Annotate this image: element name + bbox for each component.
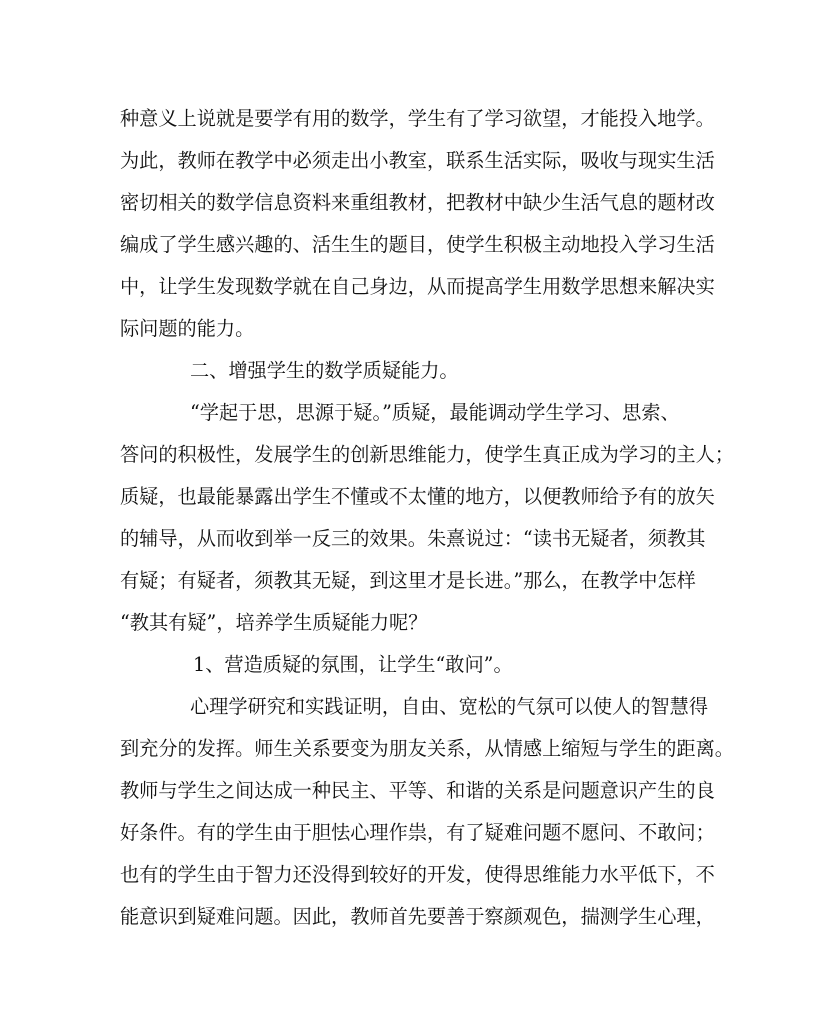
text-line: 也有的学生由于智力还没得到较好的开发，使得思维能力水平低下，不: [120, 863, 715, 886]
text-line: 种意义上说就是要学有用的数学，学生有了学习欲望，才能投入地学。: [120, 107, 715, 130]
text-line: 的辅导，从而收到举一反三的效果。朱熹说过：“读书无疑者，须教其: [120, 527, 706, 550]
text-line: 中，让学生发现数学就在自己身边，从而提高学生用数学思想来解决实: [120, 275, 715, 298]
text-line: 心理学研究和实践证明，自由、宽松的气氛可以使人的智慧得: [190, 695, 709, 718]
section-heading: 二、增强学生的数学质疑能力。: [190, 359, 459, 382]
text-line: “学起于思，思源于疑。”质疑，最能调动学生学习、思索、: [190, 401, 680, 424]
text-line: 际问题的能力。: [120, 317, 255, 340]
text-line: 答问的积极性，发展学生的创新思维能力，使学生真正成为学习的主人；: [120, 443, 734, 466]
subsection-heading: 1、营造质疑的氛围，让学生“敢问”。: [193, 653, 513, 676]
text-line: 好条件。有的学生由于胆怯心理作祟，有了疑难问题不愿问、不敢问；: [120, 821, 715, 844]
text-line: 编成了学生感兴趣的、活生生的题目，使学生积极主动地投入学习生活: [120, 233, 715, 256]
text-line: 密切相关的数学信息资料来重组教材，把教材中缺少生活气息的题材改: [120, 191, 715, 214]
text-line: 有疑；有疑者，须教其无疑，到这里才是长进。”那么，在教学中怎样: [120, 569, 696, 592]
text-line: 能意识到疑难问题。因此，教师首先要善于察颜观色，揣测学生心理，: [120, 905, 715, 928]
text-line: 质疑，也最能暴露出学生不懂或不太懂的地方，以便教师给予有的放矢: [120, 485, 715, 508]
text-line: “教其有疑”，培养学生质疑能力呢？: [120, 611, 428, 634]
text-line: 为此，教师在教学中必须走出小教室，联系生活实际，吸收与现实生活: [120, 149, 715, 172]
text-line: 教师与学生之间达成一种民主、平等、和谐的关系是问题意识产生的良: [120, 779, 715, 802]
text-line: 到充分的发挥。师生关系要变为朋友关系，从情感上缩短与学生的距离。: [120, 737, 734, 760]
